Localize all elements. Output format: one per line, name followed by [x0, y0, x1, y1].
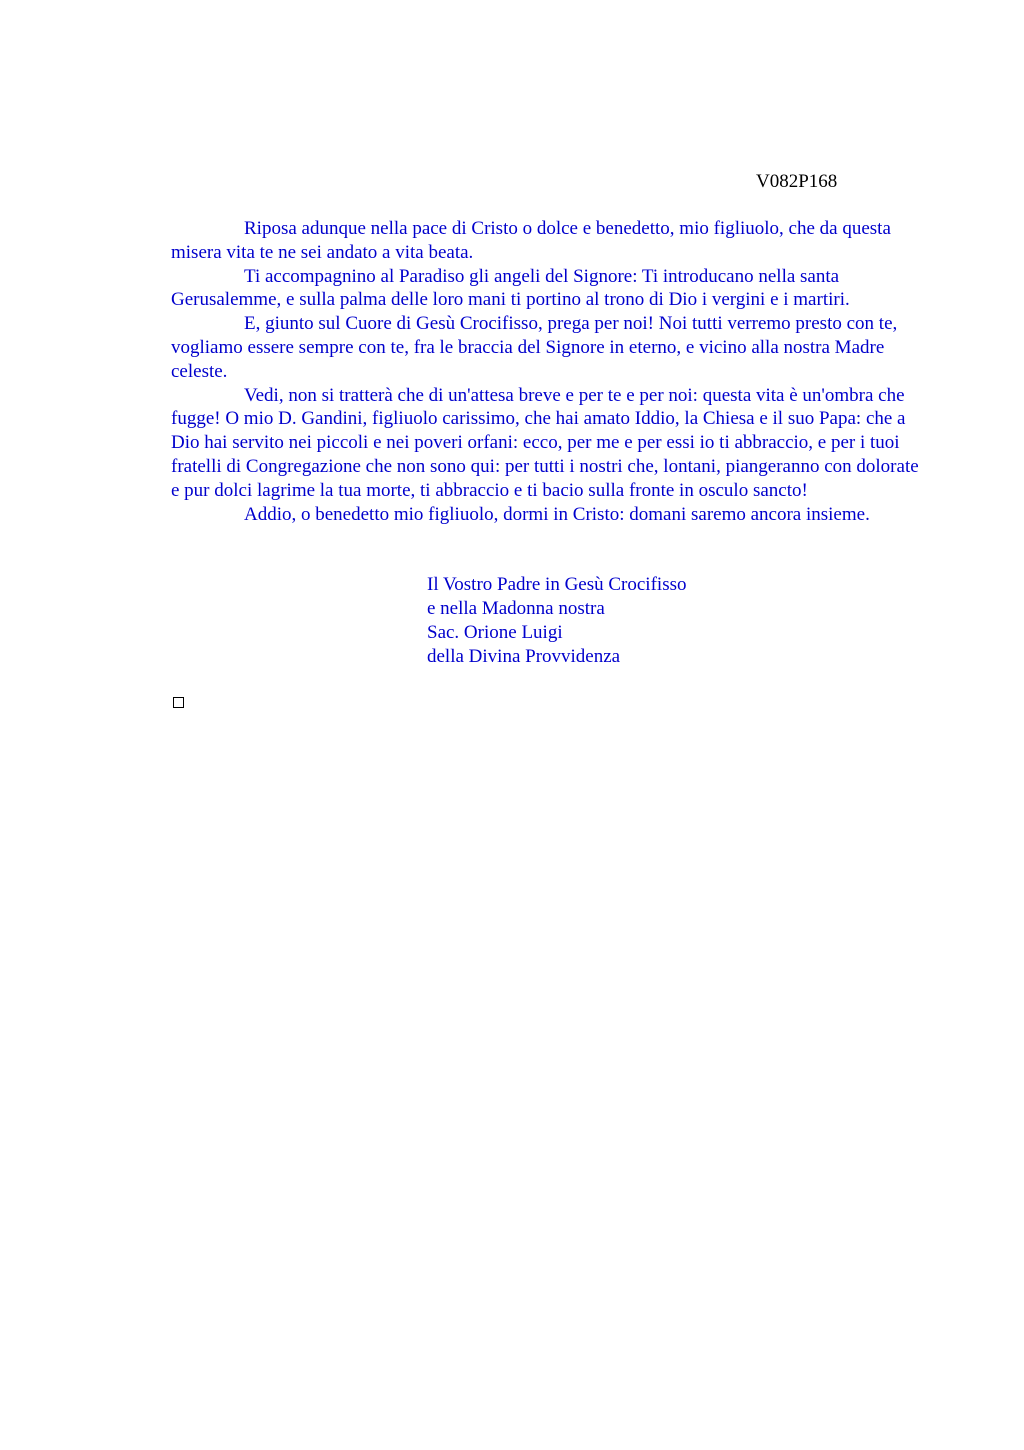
- signature-block: [427, 573, 686, 669]
- signature-line-3: Sac. Orione Luigi: [427, 622, 563, 643]
- paragraph-2: Ti accompagnino al Paradiso gli angeli del Signore: Ti introducano nella santa Gerusalemme, e sulla palma delle loro mani ti portino al trono di Dio i vergini e i martiri.: [171, 265, 850, 311]
- empty-square-icon: [173, 697, 184, 708]
- page-code: V082P168: [756, 171, 838, 192]
- letter-body: [171, 217, 927, 526]
- signature-line-2: e nella Madonna nostra: [427, 598, 605, 619]
- paragraph-4: Vedi, non si tratterà che di un'attesa breve e per te e per noi: questa vita è un'ombra che fugge! O mio D. Gandini, figliuolo carissimo, che hai amato Iddio, la Chiesa e il suo Papa: che a Dio hai servito nei piccoli e nei poveri orfani: ecco, per me e per essi io ti abbraccio, e per i tuoi fratelli di Congregazione che non sono qui: per tutti i nostri che, lontani, piangeranno con dolorate e pur dolci lagrime la tua morte, ti abbraccio e ti bacio sulla fronte in osculo sancto!: [171, 384, 919, 501]
- signature-line-1: Il Vostro Padre in Gesù Crocifisso: [427, 574, 687, 595]
- paragraph-1: Riposa adunque nella pace di Cristo o dolce e benedetto, mio figliuolo, che da questa misera vita te ne sei andato a vita beata.: [171, 218, 891, 263]
- signature-line-4: della Divina Provvidenza: [427, 646, 621, 667]
- paragraph-5: Addio, o benedetto mio figliuolo, dormi in Cristo: domani saremo ancora insieme.: [244, 503, 870, 525]
- paragraph-3: E, giunto sul Cuore di Gesù Crocifisso, prega per noi! Noi tutti verremo presto con te, vogliamo essere sempre con te, fra le braccia del Signore in eterno, e vicino alla nostra Madre celeste.: [171, 313, 898, 382]
